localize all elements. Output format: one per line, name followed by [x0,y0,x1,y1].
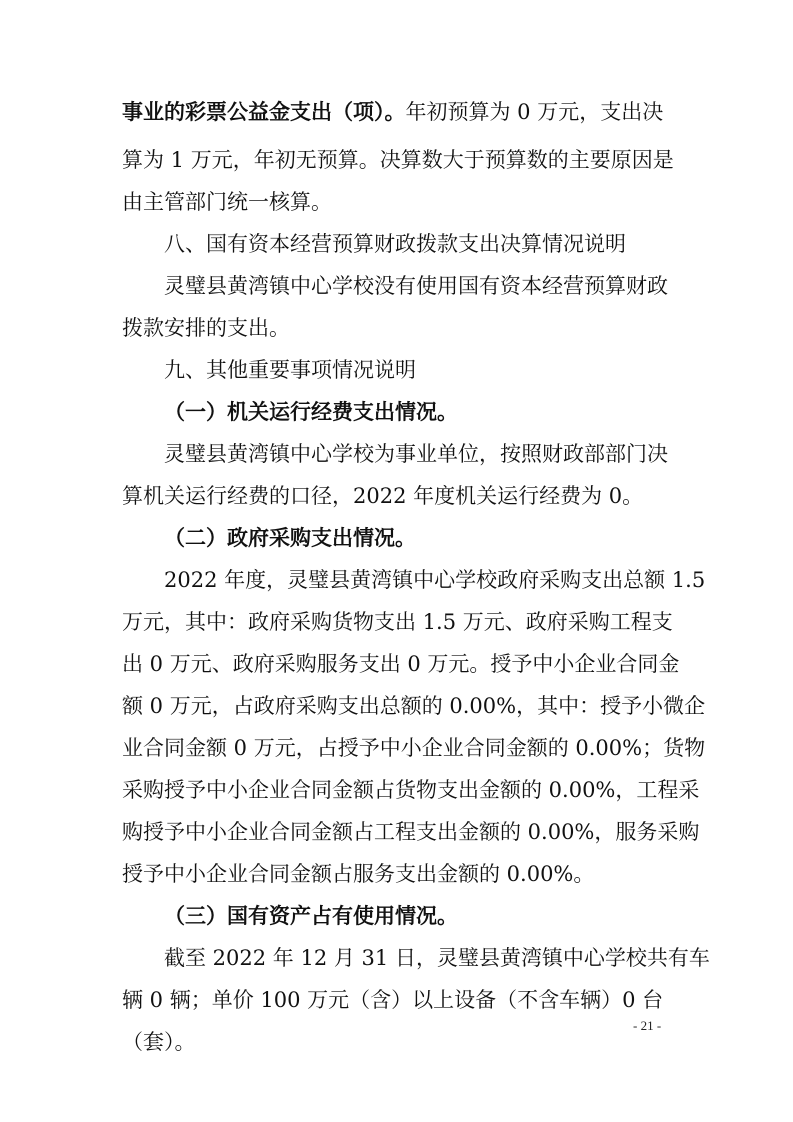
paragraph-line: 购授予中小企业合同金额占工程支出金额的 0.00%，服务采购 [122,820,700,844]
paragraph-line: 2022 年度，灵璧县黄湾镇中心学校政府采购支出总额 1.5 [164,568,706,592]
paragraph-line: 算机关运行经费的口径，2022 年度机关运行经费为 0。 [122,484,644,508]
paragraph-line: 出 0 万元、政府采购服务支出 0 万元。授予中小企业合同金 [122,652,680,676]
paragraph-line: 算为 1 万元，年初无预算。决算数大于预算数的主要原因是 [122,148,674,172]
subsection-heading-1: （一）机关运行经费支出情况。 [164,399,458,424]
paragraph-line: 授予中小企业合同金额占服务支出金额的 0.00%。 [122,862,595,886]
paragraph-text: 年初预算为 0 万元，支出决 [405,100,664,124]
page-number: - 21 - [633,1018,662,1033]
bold-item-heading: 事业的彩票公益金支出（项）。 [122,99,406,124]
subsection-heading-3: （三）国有资产占有使用情况。 [164,903,458,928]
paragraph-line: 由主管部门统一核算。 [122,190,332,214]
paragraph-line [122,98,663,126]
paragraph-line: 截至 2022 年 12 月 31 日，灵璧县黄湾镇中心学校共有车 [164,946,710,970]
paragraph-line: 辆 0 辆；单价 100 万元（含）以上设备（不含车辆）0 台 [122,988,664,1012]
paragraph-line: 灵璧县黄湾镇中心学校为事业单位，按照财政部部门决 [164,442,668,466]
paragraph-line: 灵璧县黄湾镇中心学校没有使用国有资本经营预算财政 [164,274,668,298]
paragraph-line: 采购授予中小企业合同金额占货物支出金额的 0.00%，工程采 [122,778,700,802]
paragraph-line: 万元，其中：政府采购货物支出 1.5 万元、政府采购工程支 [122,610,673,634]
paragraph-line: （套）。 [122,1030,196,1054]
paragraph-line: 额 0 万元，占政府采购支出总额的 0.00%，其中：授予小微企 [122,694,706,718]
section-heading-8: 八、国有资本经营预算财政拨款支出决算情况说明 [164,232,626,256]
subsection-heading-2: （二）政府采购支出情况。 [164,525,416,550]
section-heading-9: 九、其他重要事项情况说明 [164,358,416,382]
paragraph-line: 业合同金额 0 万元，占授予中小企业合同金额的 0.00%；货物 [122,736,706,760]
paragraph-line: 拨款安排的支出。 [122,316,290,340]
